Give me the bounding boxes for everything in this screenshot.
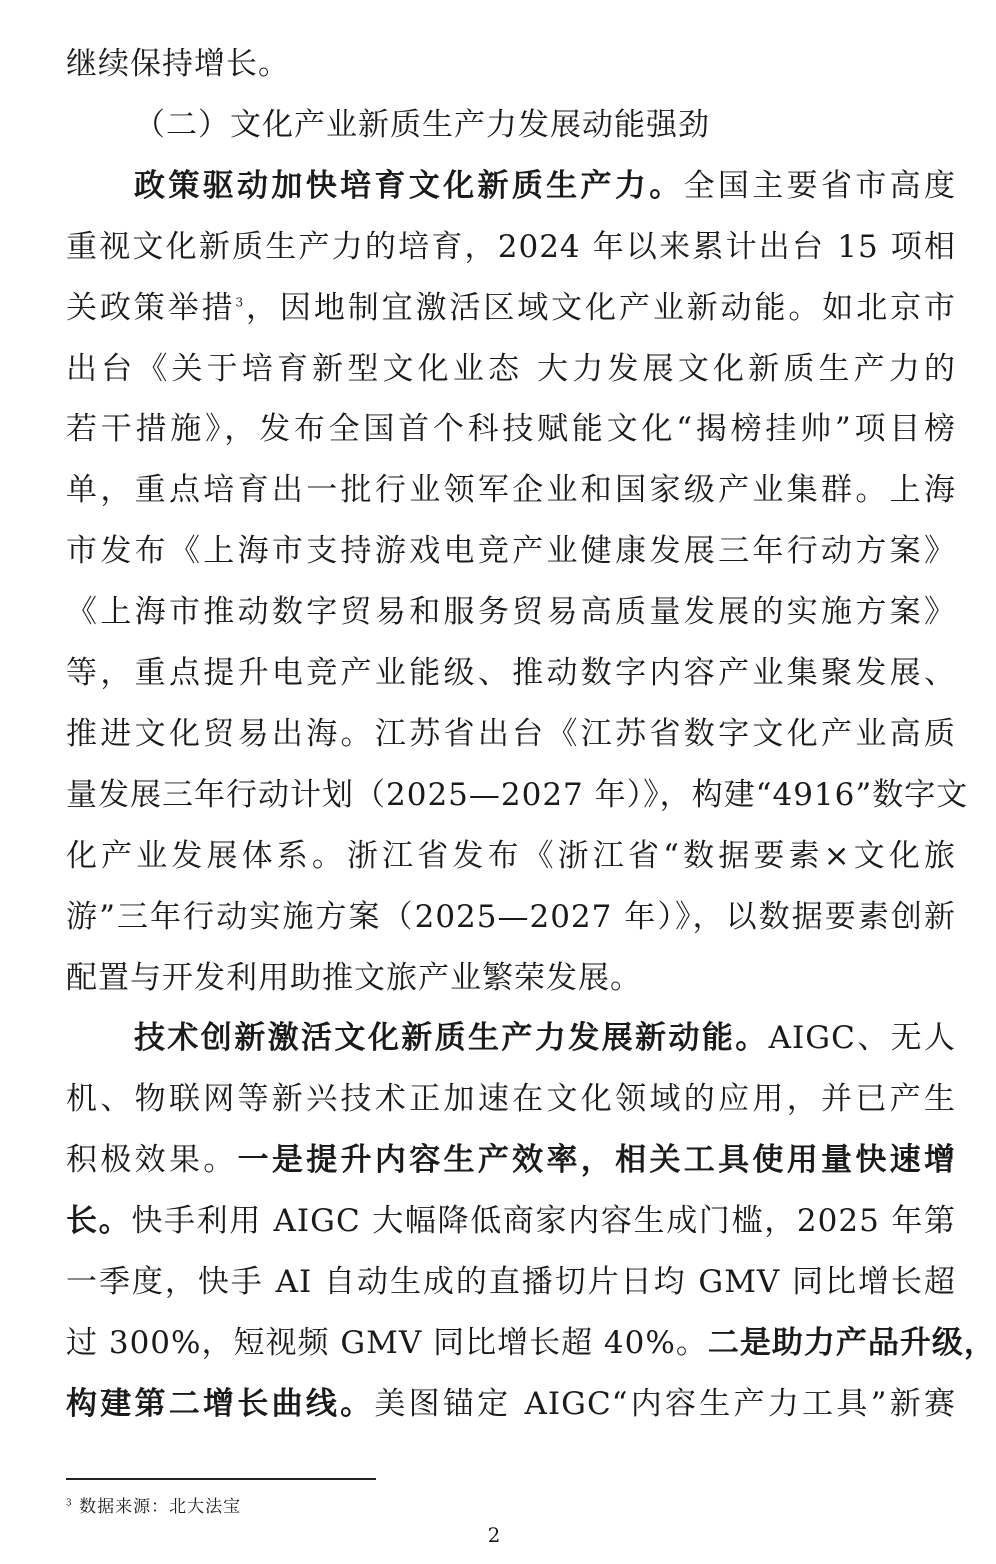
line-01 [66, 44, 956, 84]
text-segment: 机、物联网等新兴技术正加速在文化领域的应用，并已产生 [66, 1081, 956, 1117]
text-segment: 关政策举措 [66, 290, 236, 326]
line-10 [66, 592, 956, 632]
text-segment: 游”三年行动实施方案（2025—2027 年）》，以数据要素创新 [66, 899, 956, 935]
line-18 [66, 1079, 956, 1119]
text-segment: ，因地制宜激活区域文化产业新动能。如北京市 [244, 290, 957, 326]
text-segment: （二）文化产业新质生产力发展动能强劲 [134, 107, 710, 143]
line-13 [66, 775, 969, 815]
bold-text: 长。 [66, 1203, 132, 1239]
text-segment: 推进文化贸易出海。江苏省出台《江苏省数字文化产业高质 [66, 716, 956, 752]
footnote-text: 数据来源：北大法宝 [79, 1497, 242, 1517]
footnote-mark: 3 [66, 1498, 73, 1509]
bold-text: 二是助力产品升级， [707, 1325, 996, 1361]
footnote-separator [66, 1478, 376, 1480]
line-21 [66, 1262, 956, 1302]
bold-text: 政策驱动加快培育文化新质生产力。 [134, 168, 684, 204]
text-segment: 《上海市推动数字贸易和服务贸易高质量发展的实施方案》 [66, 594, 956, 630]
text-segment: 单，重点培育出一批行业领军企业和国家级产业集群。上海 [66, 472, 956, 508]
text-segment: 配置与开发利用助推文旅产业繁荣发展。 [66, 960, 642, 996]
line-19 [66, 1140, 956, 1180]
line-23 [66, 1384, 956, 1424]
text-segment: 全国主要省市高度 [683, 168, 957, 204]
text-segment: 出台《关于培育新型文化业态 大力发展文化新质生产力的 [66, 351, 956, 387]
text-segment: 市发布《上海市支持游戏电竞产业健康发展三年行动方案》 [66, 533, 956, 569]
text-segment: 快手利用 AIGC 大幅降低商家内容生成门槛，2025 年第 [131, 1203, 956, 1239]
line-22 [66, 1323, 996, 1363]
text-segment: 美图锚定 AIGC“内容生产力工具”新赛 [374, 1386, 956, 1422]
line-04 [66, 227, 956, 267]
line-14 [66, 836, 956, 876]
text-segment: 若干措施》，发布全国首个科技赋能文化“揭榜挂帅”项目榜 [66, 411, 956, 447]
text-segment: 过 300%，短视频 GMV 同比增长超 40%。 [66, 1325, 708, 1361]
line-07 [66, 409, 956, 449]
line-09 [66, 531, 956, 571]
text-segment: 化产业发展体系。浙江省发布《浙江省“数据要素×文化旅 [66, 838, 956, 874]
text-segment: 一季度，快手 AI 自动生成的直播切片日均 GMV 同比增长超 [66, 1264, 956, 1300]
text-segment: AIGC、无人 [768, 1020, 956, 1056]
text-segment: 量发展三年行动计划（2025—2027 年）》，构建“4916”数字文 [66, 777, 969, 813]
line-06 [66, 349, 956, 389]
text-segment: 重视文化新质生产力的培育，2024 年以来累计出台 15 项相 [66, 229, 956, 265]
line-05 [66, 288, 956, 328]
line-11 [66, 653, 956, 693]
text-segment: 继续保持增长。 [66, 46, 290, 82]
line-02-heading [134, 105, 956, 145]
line-03 [134, 166, 956, 206]
line-08 [66, 470, 956, 510]
text-segment: 积极效果。 [66, 1142, 238, 1178]
bold-text: 构建第二增长曲线。 [66, 1386, 375, 1422]
line-20 [66, 1201, 956, 1241]
page-number: 2 [487, 1523, 501, 1547]
line-17 [134, 1018, 956, 1058]
bold-text: 技术创新激活文化新质生产力发展新动能。 [134, 1020, 769, 1056]
text-segment: 等，重点提升电竞产业能级、推动数字内容产业集聚发展、 [66, 655, 956, 691]
footnote [66, 1496, 241, 1518]
line-15 [66, 897, 956, 937]
line-16 [66, 958, 956, 998]
line-12 [66, 714, 956, 754]
bold-text: 一是提升内容生产效率，相关工具使用量快速增 [237, 1142, 957, 1178]
footnote-reference: 3 [235, 295, 245, 310]
